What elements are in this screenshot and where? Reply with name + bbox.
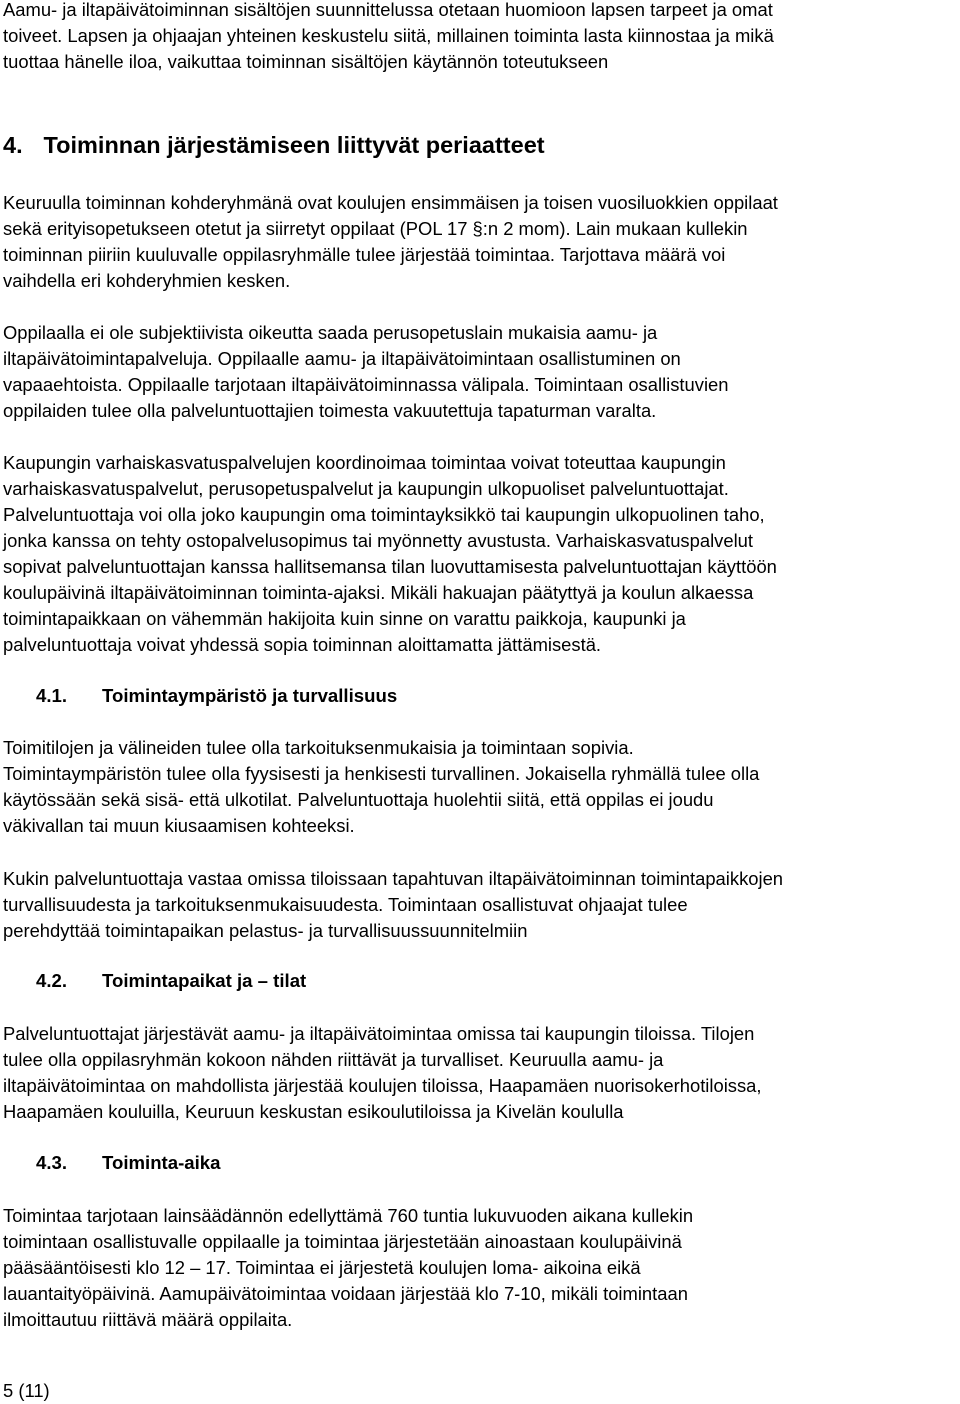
section-4-2-paragraph-1: Palveluntuottajat järjestävät aamu- ja iltapäivätoimintaa omissa tai kaupungin tiloissa. Tilojen tulee olla oppilasryhmän kokoon nähden riittävät ja turvalliset. Keuruulla aamu- ja iltapäivätoimintaa on mahdollista järjestää koulujen tiloissa, Haapamäen nuorisokerhotiloissa, Haapamäen kouluilla, Keuruun keskustan esikoulutiloissa ja Kivelän koululla	[3, 1023, 762, 1122]
section-4-3-number: 4.3.	[36, 1152, 68, 1173]
section-4-1-paragraph-1: Toimitilojen ja välineiden tulee olla tarkoituksenmukaisia ja toimintaan sopivia. Toimintaympäristön tulee olla fyysisesti ja henkisesti turvallinen. Jokaisella ryhmällä tulee olla käytössään sekä sisä- että ulkotilat. Palveluntuottaja huolehtii siitä, että oppilas ei joudu väkivallan tai muun kiusaamisen kohteeksi.	[3, 737, 760, 836]
section-4-2-heading	[36, 968, 306, 994]
page-number: 5 (11)	[3, 1380, 50, 1401]
section-4-number: 4.	[3, 132, 23, 158]
section-4-1-paragraph-2: Kukin palveluntuottaja vastaa omissa tiloissaan tapahtuvan iltapäivätoiminnan toimintapaikkojen turvallisuudesta ja tarkoituksenmukaisuudesta. Toimintaan osallistuvat ohjaajat tulee perehdyttää toimintapaikan pelastus- ja turvallisuussuunnitelmiin	[3, 868, 784, 941]
section-4-1-number: 4.1.	[36, 685, 68, 706]
section-4-heading	[3, 130, 545, 160]
section-4-3-paragraph-1: Toimintaa tarjotaan lainsäädännön edellyttämä 760 tuntia lukuvuoden aikana kullekin toimintaan osallistuvalle oppilaalle ja toimintaa järjestetään ainoastaan koulupäivinä pääsääntöisesti klo 12 – 17. Toimintaa ei järjestetä koulujen loma- aikoina eikä lauantaityöpäivinä. Aamupäivätoimintaa voidaan järjestää klo 7-10, mikäli toimintaan ilmoittautuu riittävä määrä oppilaita.	[3, 1205, 694, 1330]
section-4-paragraph-2: Oppilaalla ei ole subjektiivista oikeutta saada perusopetuslain mukaisia aamu- ja iltapäivätoimintapalveluja. Oppilaalle aamu- ja iltapäivätoimintaan osallistuminen on vapaaehtoista. Oppilaalle tarjotaan iltapäivätoiminnassa välipala. Toimintaan osallistuvien oppilaiden tulee olla palveluntuottajien toimesta vakuutettuja tapaturman varalta.	[3, 322, 729, 421]
section-4-1-title: Toimintaympäristö ja turvallisuus	[102, 685, 398, 706]
section-4-1-heading	[36, 683, 397, 709]
section-4-2-number: 4.2.	[36, 970, 68, 991]
section-4-3-heading	[36, 1150, 220, 1176]
section-4-title: Toiminnan järjestämiseen liittyvät periaatteet	[43, 132, 545, 158]
section-4-2-title: Toimintapaikat ja – tilat	[102, 970, 307, 991]
section-4-paragraph-3: Kaupungin varhaiskasvatuspalvelujen koordinoimaa toimintaa voivat toteuttaa kaupungin varhaiskasvatuspalvelut, perusopetuspalvelut ja kaupungin ulkopuoliset palveluntuottajat. Palveluntuottaja voi olla joko kaupungin oma toimintayksikkö tai kaupungin ulkopuolinen taho, jonka kanssa on tehty ostopalvelusopimus tai myönnetty avustusta. Varhaiskasvatuspalvelut sopivat palveluntuottajan kanssa hallitsemansa tilan luovuttamisesta palveluntuottajan käyttöön koulupäivinä iltapäivätoiminnan toiminta-ajaksi. Mikäli hakuajan päätyttyä ja koulun alkaessa toimintapaikkaan on vähemmän hakijoita kuin sinne on varattu paikkoja, kaupunki ja palveluntuottaja voivat yhdessä sopia toiminnan aloittamatta jättämisestä.	[3, 452, 777, 655]
section-4-3-title: Toiminta-aika	[102, 1152, 221, 1173]
section-4-paragraph-1: Keuruulla toiminnan kohderyhmänä ovat koulujen ensimmäisen ja toisen vuosiluokkien oppilaat sekä erityisopetukseen otetut ja siirretyt oppilaat (POL 17 §:n 2 mom). Lain mukaan kullekin toiminnan piiriin kuuluvalle oppilasryhmälle tulee järjestää toimintaa. Tarjottava määrä voi vaihdella eri kohderyhmien kesken.	[3, 192, 778, 291]
intro-paragraph: Aamu- ja iltapäivätoiminnan sisältöjen suunnittelussa otetaan huomioon lapsen tarpeet ja omat toiveet. Lapsen ja ohjaajan yhteinen keskustelu siitä, millainen toiminta lasta kiinnostaa ja mikä tuottaa hänelle iloa, vaikuttaa toiminnan sisältöjen käytännön toteutukseen	[3, 0, 774, 72]
